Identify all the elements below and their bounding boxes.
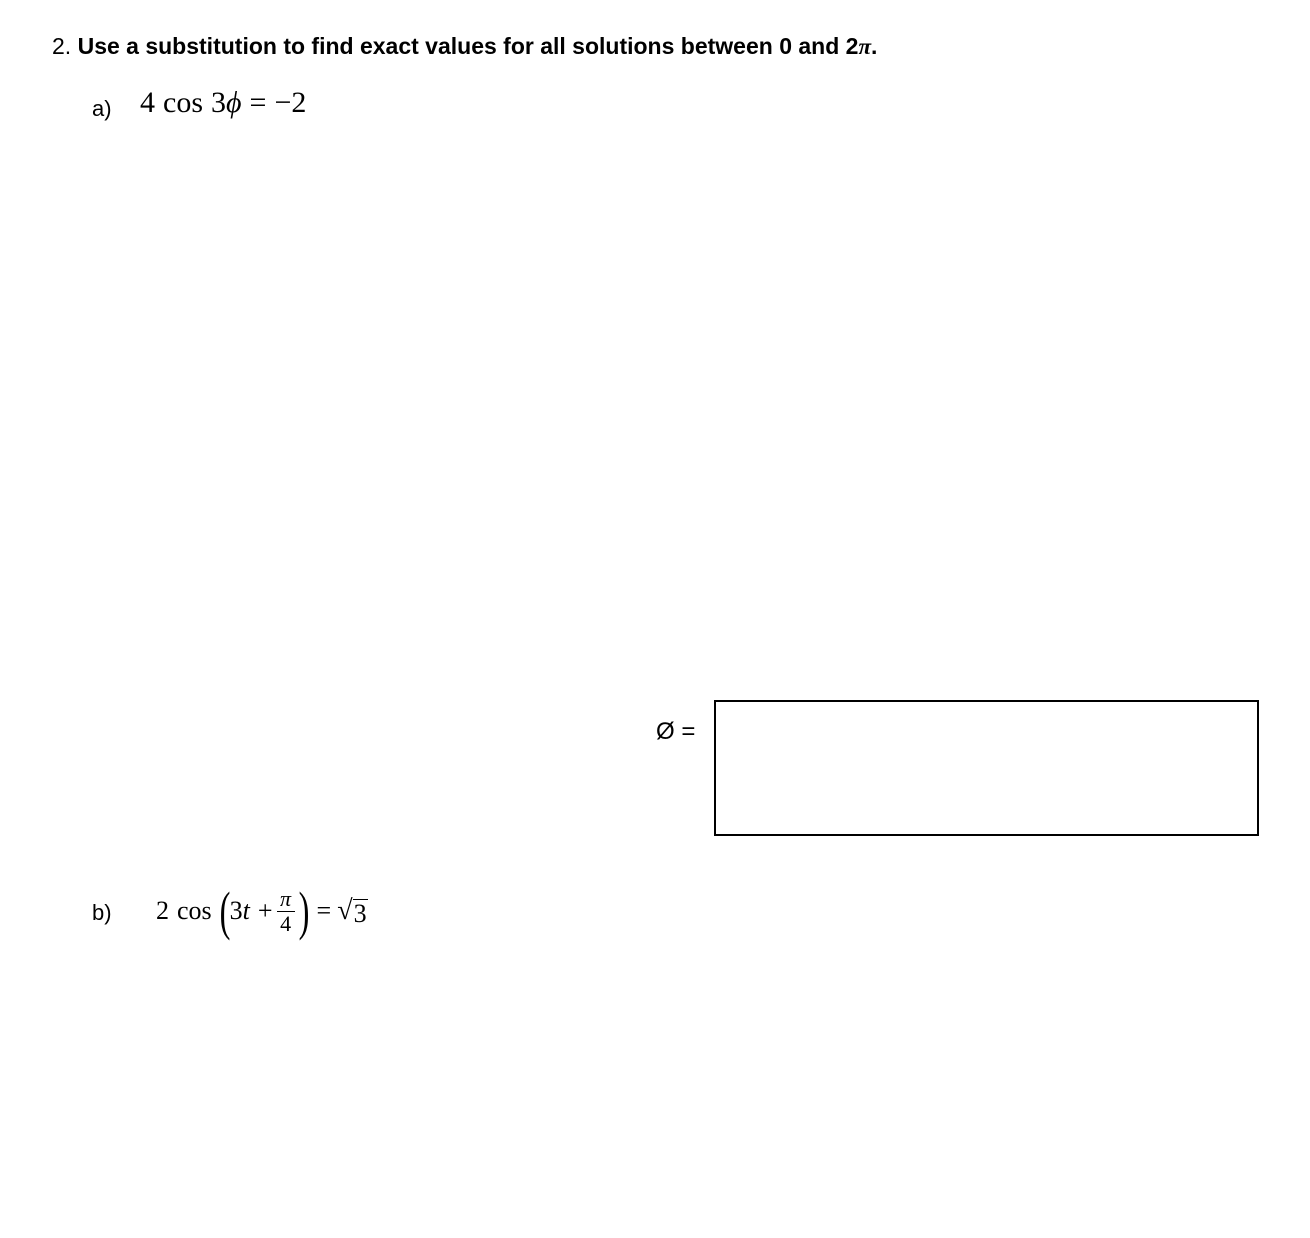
part-b-fraction <box>277 887 295 934</box>
part-b-equals: = <box>316 896 332 925</box>
part-b-label: b) <box>92 900 112 925</box>
answer-label: Ø = <box>656 718 696 745</box>
part-b-coef: 2 <box>156 896 169 925</box>
question-heading <box>52 33 877 60</box>
part-a-equation <box>140 86 306 120</box>
part-a-rhs: −2 <box>274 86 307 119</box>
part-b-frac-num: π <box>280 886 292 912</box>
answer-box[interactable] <box>714 700 1259 836</box>
part-a-equals: = <box>249 86 267 119</box>
part-a-func: cos <box>163 86 203 119</box>
question-pi: π <box>858 34 872 59</box>
part-b-radical: √ <box>337 894 353 926</box>
part-b-open-paren: ( <box>219 881 231 941</box>
part-b-radicand: 3 <box>353 898 367 928</box>
question-number: 2. <box>52 33 72 59</box>
part-a-arg-coef: 3 <box>211 86 226 119</box>
part-a-arg-var: ϕ <box>226 86 242 119</box>
part-b-equation <box>156 876 368 946</box>
part-a-label: a) <box>92 96 112 121</box>
question-text: Use a substitution to find exact values for all solutions between 0 and 2 <box>77 33 859 59</box>
question-end: . <box>871 33 878 59</box>
part-a-coef: 4 <box>140 86 155 119</box>
part-b-plus: + <box>257 896 273 925</box>
part-b-func: cos <box>177 896 212 925</box>
part-b-arg-var: t <box>242 896 250 925</box>
part-b-arg-coef: 3 <box>229 896 243 925</box>
part-b-close-paren: ) <box>298 881 309 941</box>
part-b-sqrt <box>337 895 367 927</box>
part-b-frac-den: 4 <box>280 910 292 936</box>
